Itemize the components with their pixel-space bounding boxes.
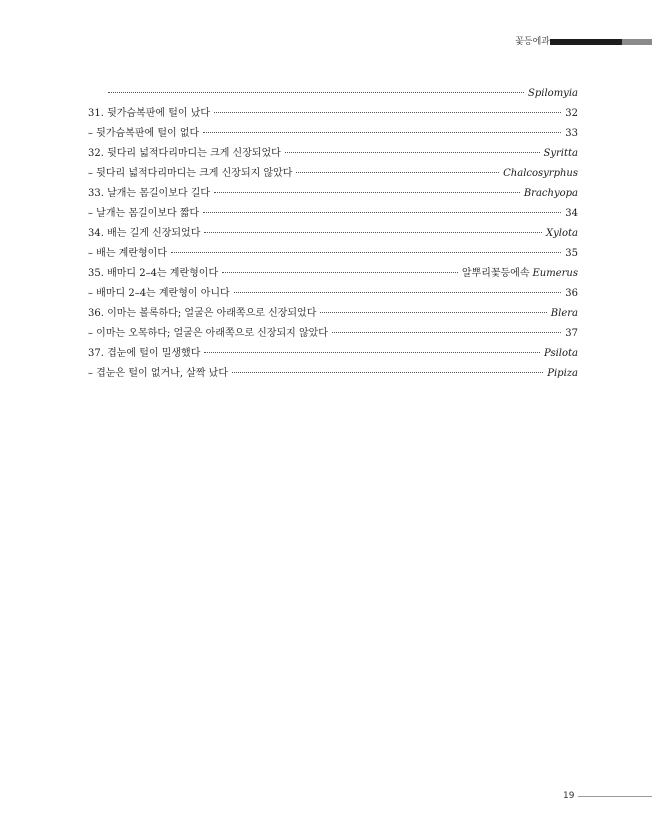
running-header (0, 36, 652, 50)
key-couplet-row (88, 164, 578, 184)
key-couplet-row (88, 184, 578, 204)
key-result: Spilomyia (528, 88, 578, 99)
key-couplet-row (88, 104, 578, 124)
footer-rule (578, 796, 652, 797)
key-couplet-row (88, 304, 578, 324)
key-couplet-row (88, 224, 578, 244)
couplet-result: 33 (565, 128, 578, 139)
dot-leader (203, 212, 561, 213)
couplet-result-korean: 알뿌리꽃등에속 (461, 268, 530, 279)
dot-leader (232, 372, 543, 373)
dot-leader (204, 352, 540, 353)
couplet-result: 37 (565, 328, 578, 339)
key-couplet-row (88, 364, 578, 384)
couplet-lead: 33. 날개는 몸길이보다 길다 (88, 188, 211, 199)
couplet-lead: – 뒷가슴복판에 털이 없다 (88, 128, 200, 139)
key-couplet-row (88, 124, 578, 144)
dot-leader (108, 92, 524, 93)
couplet-result: Chalcosyrphus (503, 168, 578, 179)
dot-leader (204, 232, 542, 233)
key-couplet-row (88, 244, 578, 264)
dot-leader (320, 312, 546, 313)
dot-leader (234, 292, 562, 293)
section-title: 꽃등에과 (515, 37, 550, 47)
key-continuation-row (88, 84, 578, 104)
couplet-lead: – 이마는 오목하다; 얼굴은 아래쪽으로 신장되지 않았다 (88, 328, 328, 339)
couplet-lead: – 뒷다리 넓적다리마디는 크게 신장되지 않았다 (88, 168, 293, 179)
dot-leader (296, 172, 499, 173)
couplet-lead: 36. 이마는 볼록하다; 얼굴은 아래쪽으로 신장되었다 (88, 308, 317, 319)
header-bar-grey (622, 39, 652, 45)
couplet-result: Syritta (543, 148, 578, 159)
couplet-result: 34 (565, 208, 578, 219)
key-couplet-row (88, 284, 578, 304)
identification-key (88, 84, 578, 384)
key-couplet-row (88, 264, 578, 284)
couplet-result: Pipiza (547, 368, 578, 379)
dot-leader (214, 112, 561, 113)
couplet-lead: – 겹눈은 털이 없거나, 살짝 났다 (88, 368, 228, 379)
key-couplet-row (88, 204, 578, 224)
key-couplet-row (88, 144, 578, 164)
couplet-lead: – 배는 계란형이다 (88, 248, 167, 259)
dot-leader (214, 192, 520, 193)
couplet-result: Psilota (544, 348, 578, 359)
couplet-lead: 35. 배마디 2–4는 계란형이다 (88, 268, 219, 279)
key-couplet-row (88, 344, 578, 364)
couplet-lead: 31. 뒷가슴복판에 털이 났다 (88, 108, 211, 119)
couplet-result: Eumerus (532, 268, 578, 279)
couplet-result: Xylota (546, 228, 578, 239)
key-couplet-row (88, 324, 578, 344)
dot-leader (203, 132, 561, 133)
page-number: 19 (563, 791, 575, 801)
couplet-lead: 32. 뒷다리 넓적다리마디는 크게 신장되었다 (88, 148, 281, 159)
couplet-lead: 37. 겹눈에 털이 밀생했다 (88, 348, 201, 359)
couplet-result: 36 (565, 288, 578, 299)
dot-leader (332, 332, 561, 333)
dot-leader (285, 152, 540, 153)
couplet-result: Brachyopa (523, 188, 578, 199)
couplet-result: 32 (565, 108, 578, 119)
header-bar-dark (550, 39, 622, 45)
dot-leader (222, 272, 458, 273)
couplet-lead: – 배마디 2–4는 계란형이 아니다 (88, 288, 230, 299)
couplet-lead: – 날개는 몸길이보다 짧다 (88, 208, 200, 219)
couplet-list (88, 104, 578, 384)
couplet-result: 35 (565, 248, 578, 259)
couplet-lead: 34. 배는 길게 신장되었다 (88, 228, 201, 239)
dot-leader (171, 252, 561, 253)
couplet-result: Blera (550, 308, 578, 319)
